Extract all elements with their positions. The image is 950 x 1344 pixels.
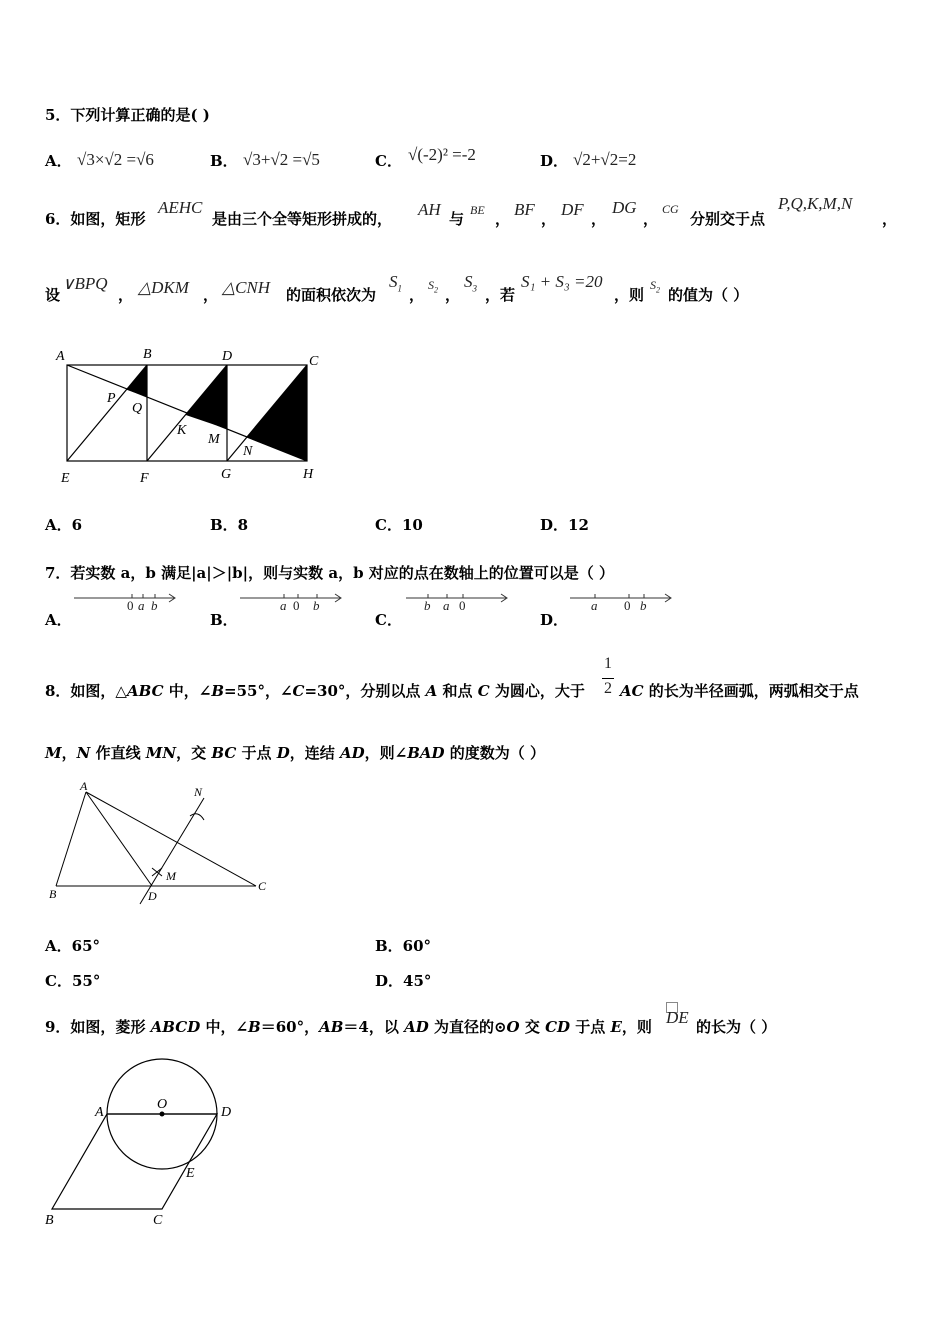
q9-h: ，则 bbox=[621, 1018, 652, 1036]
q8-l2-b: 作直线 bbox=[90, 744, 146, 762]
q8-frac-num: 1 bbox=[604, 655, 612, 672]
q6-label-k: K bbox=[177, 423, 187, 438]
q7-number-line-b bbox=[236, 588, 346, 614]
q6-option-b: B．8 bbox=[210, 516, 249, 534]
q6-line2-c: ，若 bbox=[485, 286, 516, 304]
q5-option-d-label: D． bbox=[540, 152, 569, 170]
q6-comma-7: ， bbox=[203, 286, 219, 304]
q6-label-h: H bbox=[303, 467, 314, 482]
q6-line2-e: 的值为（ ） bbox=[668, 286, 749, 304]
q7b-b: b bbox=[313, 598, 320, 613]
q6-comma-5: ， bbox=[882, 210, 898, 228]
q6-comma-8: ， bbox=[409, 286, 425, 304]
q5-option-d-math: √2+√2=2 bbox=[573, 150, 637, 169]
q6-shaded-dkm bbox=[185, 365, 227, 429]
q6-s1-symbol: S bbox=[389, 272, 398, 291]
q6-s3-symbol: S bbox=[464, 272, 473, 291]
q9-label-e: E bbox=[186, 1166, 195, 1181]
q9-f: 交 bbox=[519, 1018, 546, 1036]
q9-abcd: ABCD bbox=[150, 1018, 201, 1036]
q8-l1-point-a: A bbox=[425, 682, 438, 700]
q8-l2-m: M bbox=[45, 744, 62, 762]
q8-frac-den: 2 bbox=[604, 680, 612, 697]
q8-l1-e: 和点 bbox=[437, 682, 478, 700]
q7d-a: a bbox=[591, 598, 598, 613]
q8-option-b: B．60° bbox=[375, 937, 432, 955]
q8-l1-a: 8．如图，△ bbox=[45, 682, 127, 700]
q6-label-e: E bbox=[61, 471, 70, 486]
q7-option-b-label: B． bbox=[210, 611, 238, 629]
q6-line1-c: 与 bbox=[449, 210, 465, 228]
q6-seg-ah: AH bbox=[418, 200, 441, 219]
q8-l2-bad: BAD bbox=[407, 744, 445, 762]
q6-comma-4: ， bbox=[643, 210, 659, 228]
q7-number-line-a bbox=[70, 588, 180, 614]
q6-shaded-bpq bbox=[126, 365, 147, 397]
q8-l2-mn: MN bbox=[145, 744, 177, 762]
q7a-b: b bbox=[151, 598, 158, 613]
q6-s1: $S_1$ bbox=[389, 272, 402, 294]
q6-label-a: A bbox=[56, 349, 65, 364]
q9-label-c: C bbox=[153, 1213, 163, 1228]
q6-comma-6: ， bbox=[118, 286, 134, 304]
q8-frac-bar bbox=[602, 678, 614, 679]
q9-b: 中，∠ bbox=[200, 1018, 249, 1036]
q9-ab: AB bbox=[319, 1018, 344, 1036]
q6-option-c: C．10 bbox=[375, 516, 423, 534]
q8-figure bbox=[44, 780, 284, 910]
q6-seg-df: DF bbox=[561, 200, 584, 219]
q6-label-p: P bbox=[107, 391, 116, 406]
q9-figure bbox=[40, 1030, 250, 1230]
q6-label-d: D bbox=[222, 349, 233, 364]
q7d-zero: 0 bbox=[624, 598, 631, 613]
q8-l2-ad: AD bbox=[339, 744, 365, 762]
q5-option-a-label: A． bbox=[45, 152, 72, 170]
q6-points: P,Q,K,M,N bbox=[778, 194, 853, 213]
q7b-a: a bbox=[280, 598, 287, 613]
q8-l2-point-d: D bbox=[276, 744, 290, 762]
q6-line2-a: 设 bbox=[45, 286, 61, 304]
q8-l2-n: N bbox=[76, 744, 91, 762]
q6-comma-1: ， bbox=[495, 210, 511, 228]
q8-arc-mark-m bbox=[152, 868, 162, 876]
q6-shaded-cnh bbox=[246, 365, 307, 461]
q8-label-m: M bbox=[166, 869, 176, 883]
q9-point-e: E bbox=[610, 1018, 622, 1036]
q6-tri-dkm: △DKM bbox=[138, 278, 189, 297]
q6-figure bbox=[50, 340, 330, 490]
q8-l2-f: ，则∠ bbox=[364, 744, 408, 762]
q6-seg-bf: BF bbox=[514, 200, 535, 219]
q6-line1-d: 分别交于点 bbox=[690, 210, 766, 228]
q6-s2-b: $S_2$ bbox=[650, 278, 660, 295]
q6-line2-b: 的面积依次为 bbox=[286, 286, 377, 304]
q8-l2-d: 于点 bbox=[236, 744, 277, 762]
q6-label-g: G bbox=[221, 467, 232, 482]
q8-option-c: C．55° bbox=[45, 972, 101, 990]
q7-option-c-label: C． bbox=[375, 611, 402, 629]
q5-option-a-math: √3×√2 =√6 bbox=[77, 150, 154, 169]
q8-l2-g: 的度数为（ ） bbox=[444, 744, 545, 762]
q6-label-c: C bbox=[309, 354, 319, 369]
q9-a: 9．如图，菱形 bbox=[45, 1018, 151, 1036]
q8-option-a: A．65° bbox=[45, 937, 101, 955]
q7-number-line-c bbox=[402, 588, 512, 614]
q9-cd: CD bbox=[545, 1018, 571, 1036]
q8-l2-c: ，交 bbox=[176, 744, 212, 762]
q5-option-b-label: B． bbox=[210, 152, 238, 170]
q9-e: 为直径的⊙ bbox=[428, 1018, 507, 1036]
q6-line1-b: 是由三个全等矩形拼成的， bbox=[212, 210, 393, 228]
q7c-a: a bbox=[443, 598, 450, 613]
q8-line1-tail bbox=[620, 680, 859, 701]
q8-l1-angle-c: C bbox=[292, 682, 305, 700]
q7b-zero: 0 bbox=[293, 598, 300, 613]
q9-c: ＝60°， bbox=[260, 1018, 320, 1036]
q8-option-d: D．45° bbox=[375, 972, 432, 990]
q8-label-n: N bbox=[194, 785, 203, 799]
q9-d: ＝4，以 bbox=[343, 1018, 405, 1036]
q8-l1-point-c: C bbox=[477, 682, 490, 700]
q6-comma-2: ， bbox=[541, 210, 557, 228]
q7a-a: a bbox=[138, 598, 145, 613]
q6-label-n: N bbox=[243, 444, 253, 459]
q9-ad: AD bbox=[404, 1018, 429, 1036]
q6-s3: $S_3$ bbox=[464, 272, 477, 294]
q9-arc-de: DE bbox=[666, 1008, 689, 1027]
q7a-zero: 0 bbox=[127, 598, 134, 613]
q8-l1-b: 中，∠ bbox=[163, 682, 212, 700]
q8-line2 bbox=[45, 742, 545, 763]
q5-option-b-math: √3+√2 =√5 bbox=[243, 150, 320, 169]
q9-label-b: B bbox=[45, 1213, 54, 1228]
q6-rect-aehc: AEHC bbox=[158, 198, 203, 217]
q8-label-a: A bbox=[80, 780, 88, 793]
q6-condition: S₁ + S₃ =20 bbox=[521, 272, 603, 291]
q8-line1 bbox=[45, 680, 585, 701]
q8-l1-angle-b: B bbox=[211, 682, 225, 700]
q6-label-f: F bbox=[140, 471, 149, 486]
q6-comma-9: ， bbox=[445, 286, 461, 304]
q8-l2-a: ， bbox=[61, 744, 77, 762]
q8-seg-ad bbox=[86, 792, 152, 886]
q6-seg-cg: CG bbox=[662, 202, 679, 216]
q9-tail: 的长为（ ） bbox=[696, 1018, 777, 1036]
q8-l1-d: =30°，分别以点 bbox=[304, 682, 426, 700]
q9-o: O bbox=[506, 1018, 520, 1036]
q5-stem: 5．下列计算正确的是( ) bbox=[45, 106, 210, 124]
q6-s2b-symbol: S bbox=[650, 278, 656, 292]
q8-l2-bc: BC bbox=[211, 744, 237, 762]
q9-center-dot bbox=[160, 1112, 165, 1117]
q7-option-d-label: D． bbox=[540, 611, 569, 629]
q6-option-a: A．6 bbox=[45, 516, 83, 534]
q7-option-a-label: A． bbox=[45, 611, 72, 629]
q9-label-o: O bbox=[157, 1097, 168, 1112]
q7c-b: b bbox=[424, 598, 431, 613]
q9-label-a: A bbox=[95, 1105, 104, 1120]
q6-label-b: B bbox=[143, 347, 152, 362]
q5-option-c-math: √(-2)² =-2 bbox=[408, 145, 476, 164]
q6-label-m: M bbox=[208, 432, 220, 447]
q9-angle-b: B bbox=[248, 1018, 261, 1036]
q6-comma-3: ， bbox=[591, 210, 607, 228]
q8-label-c: C bbox=[258, 879, 267, 893]
q8-label-d: D bbox=[148, 889, 157, 903]
q9-label-d: D bbox=[221, 1105, 232, 1120]
q5-option-c-label: C． bbox=[375, 152, 402, 170]
q8-l1-abc: ABC bbox=[126, 682, 164, 700]
q8-side-ab bbox=[56, 792, 86, 886]
q6-s2: $S_2$ bbox=[428, 278, 438, 295]
q6-s2-symbol: S bbox=[428, 278, 434, 292]
q6-seg-be: BE bbox=[470, 203, 485, 217]
q8-l2-e: ，连结 bbox=[289, 744, 340, 762]
q8-l1-f: 为圆心，大于 bbox=[489, 682, 585, 700]
q6-tri-cnh: △CNH bbox=[222, 278, 271, 297]
q6-line2-d: ，则 bbox=[614, 286, 645, 304]
q6-label-q: Q bbox=[132, 401, 143, 416]
q6-option-d: D．12 bbox=[540, 516, 589, 534]
q8-label-b: B bbox=[49, 887, 57, 901]
q6-tri-bpq: ∨BPQ bbox=[62, 274, 108, 293]
q6-line1-a: 6．如图，矩形 bbox=[45, 210, 146, 228]
q8-l1-ac: AC bbox=[620, 682, 644, 700]
q7-number-line-d bbox=[566, 588, 676, 614]
q7-stem: 7．若实数 a，b 满足|a|＞|b|，则与实数 a，b 对应的点在数轴上的位置可以是（ ） bbox=[45, 564, 614, 582]
q8-l1-c: =55°，∠ bbox=[224, 682, 293, 700]
q6-seg-dg: DG bbox=[612, 198, 637, 217]
q7d-b: b bbox=[640, 598, 647, 613]
q9-g: 于点 bbox=[570, 1018, 611, 1036]
q7c-zero: 0 bbox=[459, 598, 466, 613]
q8-l1-g: 的长为半径画弧，两弧相交于点 bbox=[643, 682, 859, 700]
